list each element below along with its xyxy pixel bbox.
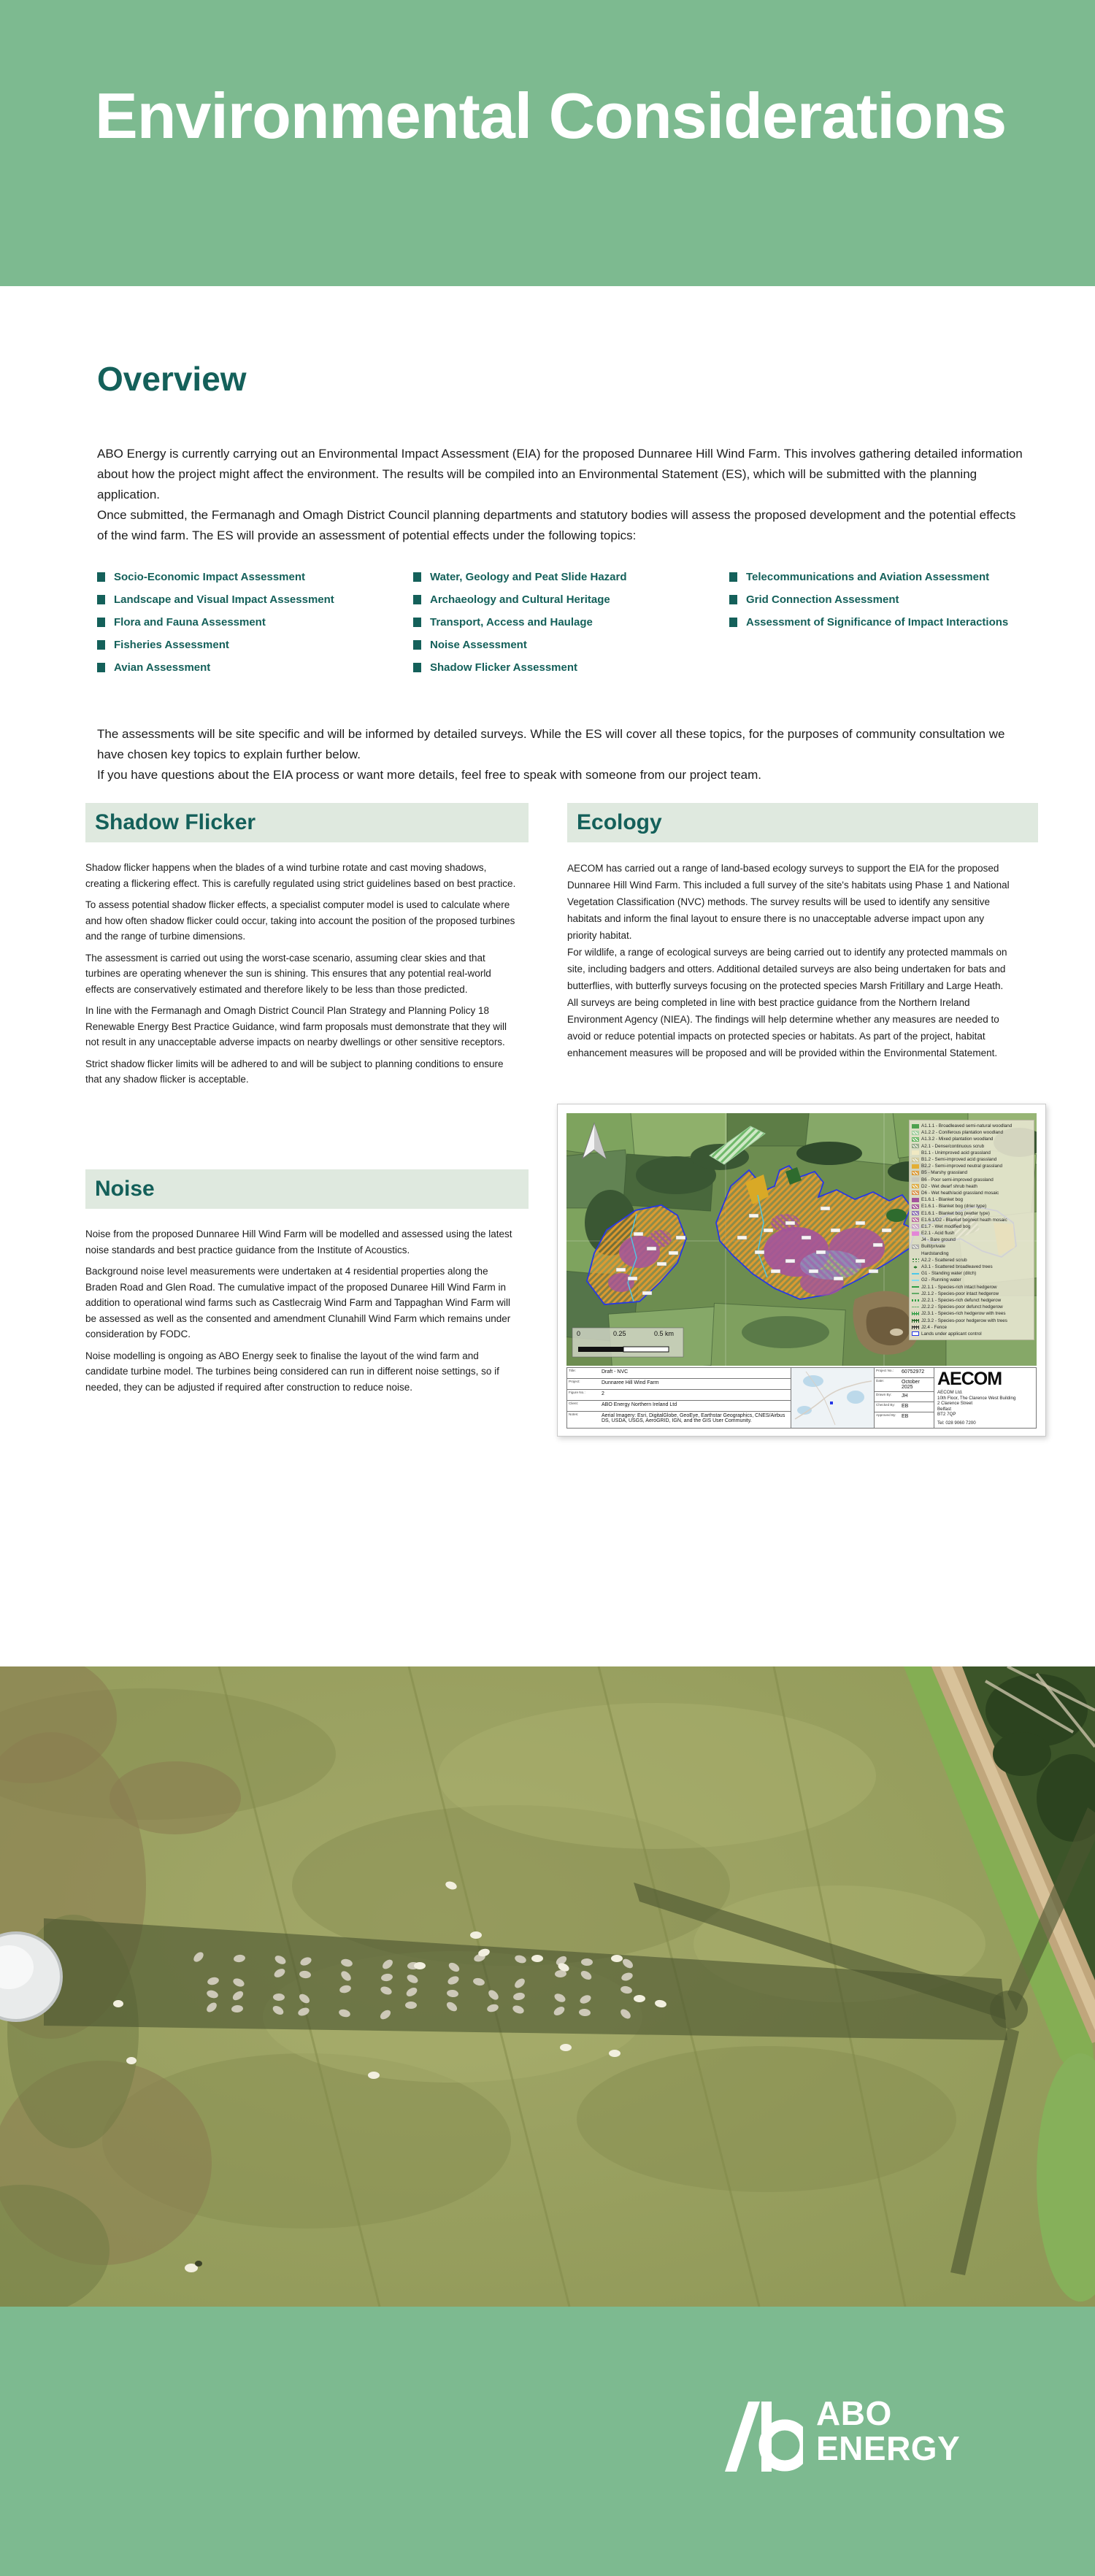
legend-label: J2.3.1 - Species-rich hedgerow with trees	[921, 1311, 1006, 1317]
noise-paragraph: Noise modelling is ongoing as ABO Energy seek to finalise the layout of the wind farm and candidate turbine model. The turbines being considered can run in different noise settings, so if needed, they can be adjusted if required after construction to reduce noise.	[85, 1350, 499, 1393]
topic-item	[729, 571, 1045, 583]
legend-row	[912, 1230, 1031, 1237]
square-bullet-icon	[413, 640, 421, 650]
topic-label: Telecommunications and Aviation Assessment	[746, 571, 990, 583]
map-info-rows	[567, 1368, 791, 1428]
topic-item	[97, 639, 413, 651]
aerial-photo-drawing	[0, 1666, 1095, 2307]
legend-row	[912, 1129, 1031, 1136]
topics-column-3	[729, 571, 1045, 684]
legend-swatch-icon	[912, 1131, 919, 1135]
legend-swatch-icon	[912, 1299, 919, 1302]
square-bullet-icon	[729, 618, 737, 627]
legend-row	[912, 1203, 1031, 1210]
legend-row	[912, 1190, 1031, 1196]
map-meta-row	[875, 1368, 934, 1378]
square-bullet-icon	[413, 663, 421, 672]
map-info-value: Dunnaree Hill Wind Farm	[602, 1380, 659, 1385]
topic-item	[97, 616, 413, 628]
shadow-flicker-body	[85, 860, 518, 1093]
square-bullet-icon	[729, 595, 737, 604]
noise-paragraph: Background noise level measurements were undertaken at 4 residential properties along the Braden Road and Glen Road. The cumulative impact of the proposed Dunaree Hill Wind Farm in addition to operational wind farms such as Castlecraig Wind Farm and Tappaghan Wind Farm will be assessed as well as the consented and amendment Clunahill Wind Farm which remains under consideration by FODC.	[85, 1266, 511, 1339]
legend-label: J2.2.1 - Species-rich defunct hedgerow	[921, 1297, 1002, 1303]
topic-label: Transport, Access and Haulage	[430, 616, 593, 628]
legend-label: Hardstanding	[921, 1250, 949, 1256]
ecology-paragraph: AECOM has carried out a range of land-based ecology surveys to support the EIA for the proposed Dunnaree Hill Wind Farm. This included a full survey of the site's habitats using Phase 1 and National Vegetation Classification (NVC) methods. The survey results will be used to identify any sensitive habitats and inform the final layout to ensure there is no unacceptable adverse impact upon any priority habitat.	[567, 863, 1010, 941]
map-info-row	[567, 1412, 791, 1428]
legend-label: A1.3.2 - Mixed plantation woodland	[921, 1137, 994, 1142]
abo-energy-mark-icon	[719, 2396, 803, 2475]
overview-para-3: The assessments will be site specific and will be informed by detailed surveys. While the ES will cover all these topics, for the purposes of community consultation we have chosen key topics to explain further below.	[97, 727, 1005, 761]
topic-item	[97, 593, 413, 606]
square-bullet-icon	[413, 595, 421, 604]
topic-item	[413, 616, 729, 628]
aecom-address-line: 2 Clarence Street	[937, 1401, 973, 1407]
shadow-flicker-paragraph: To assess potential shadow flicker effects, a specialist computer model is used to calculate where and how often shadow flicker could occur, taking into account the position of the proposed turbines and the range of turbine dimensions.	[85, 899, 515, 942]
legend-row	[912, 1277, 1031, 1283]
map-info-value: Draft - NVC	[602, 1369, 629, 1374]
legend-swatch-icon	[912, 1326, 919, 1329]
legend-swatch-icon	[912, 1124, 919, 1129]
legend-row	[912, 1163, 1031, 1169]
map-meta-value: October 2025	[902, 1380, 920, 1391]
legend-row	[912, 1270, 1031, 1277]
shadow-flicker-heading: Shadow Flicker	[95, 810, 256, 834]
legend-swatch-icon	[912, 1265, 919, 1269]
legend-row	[912, 1331, 1031, 1337]
legend-swatch-icon	[912, 1150, 919, 1155]
legend-row	[912, 1324, 1031, 1331]
aecom-address-line: AECOM Ltd.	[937, 1390, 963, 1395]
topic-label: Landscape and Visual Impact Assessment	[114, 593, 334, 606]
scale-zero: 0	[577, 1330, 581, 1337]
legend-row	[912, 1310, 1031, 1317]
legend-label: D2 - Wet dwarf shrub heath	[921, 1183, 977, 1189]
legend-swatch-icon	[912, 1171, 919, 1175]
map-info-row	[567, 1379, 791, 1390]
legend-swatch-icon	[912, 1293, 919, 1294]
legend-label: E2.1 - Acid flush	[921, 1231, 955, 1237]
map-meta-value: EB	[902, 1414, 909, 1420]
legend-row	[912, 1284, 1031, 1291]
map-info-label: Client:	[569, 1401, 579, 1405]
legend-label: J2.1.1 - Species-rich intact hedgerow	[921, 1284, 997, 1290]
topic-label: Shadow Flicker Assessment	[430, 661, 578, 674]
map-info-value: ABO Energy Northern Ireland Ltd	[602, 1402, 677, 1407]
legend-swatch-icon	[912, 1184, 919, 1188]
legend-label: A3.1 - Scattered broadleaved trees	[921, 1264, 993, 1270]
square-bullet-icon	[729, 572, 737, 582]
noise-body	[85, 1226, 518, 1401]
legend-swatch-icon	[912, 1231, 919, 1236]
legend-swatch-icon	[912, 1164, 919, 1169]
overview-para-2: Once submitted, the Fermanagh and Omagh District Council planning departments and statutory bodies will assess the proposed development and the potential effects of the wind farm. The ES will provide an assessment of potential effects under the following topics:	[97, 508, 1016, 542]
legend-row	[912, 1304, 1031, 1310]
ecology-header-bar	[567, 803, 1038, 842]
legend-label: A2.2 - Scattered scrub	[921, 1257, 967, 1263]
square-bullet-icon	[97, 640, 105, 650]
map-info-label: Title:	[569, 1369, 576, 1372]
topic-item	[413, 571, 729, 583]
legend-label: Built/private	[921, 1244, 945, 1250]
square-bullet-icon	[97, 663, 105, 672]
aerial-turbine-photo	[0, 1666, 1095, 2307]
map-legend	[909, 1120, 1034, 1340]
map-info-value: 2	[602, 1391, 604, 1396]
ecology-heading: Ecology	[577, 810, 662, 834]
map-info-row	[567, 1390, 791, 1401]
topic-item	[729, 616, 1045, 628]
legend-label: B2.2 - Semi-improved neutral grassland	[921, 1164, 1002, 1169]
legend-row	[912, 1150, 1031, 1156]
legend-swatch-icon	[912, 1218, 919, 1222]
shadow-flicker-paragraph: Shadow flicker happens when the blades of a wind turbine rotate and cast moving shadows, creating a flickering effect. This is carefully regulated using strict guidelines based on best practice.	[85, 862, 516, 889]
map-info-value: Aerial Imagery: Esri, DigitalGlobe, GeoEye, Earthstar Geographics, CNES/Airbus DS, USDA, USGS, AeroGRID, IGN, and the GIS User Community.	[602, 1412, 785, 1423]
topic-label: Socio-Economic Impact Assessment	[114, 571, 306, 583]
legend-row	[912, 1250, 1031, 1257]
overview-outro	[97, 724, 1023, 785]
map-info-label: Project:	[569, 1379, 580, 1383]
legend-label: A2.1 - Dense/continuous scrub	[921, 1143, 985, 1149]
legend-label: A1.2.2 - Coniferous plantation woodland	[921, 1130, 1004, 1136]
abo-energy-logo	[719, 2396, 960, 2475]
legend-row	[912, 1317, 1031, 1323]
topic-item	[413, 639, 729, 651]
legend-label: G1 - Standing water (ditch)	[921, 1271, 977, 1277]
legend-label: G2 - Running water	[921, 1277, 961, 1283]
square-bullet-icon	[413, 618, 421, 627]
noise-header-bar	[85, 1169, 529, 1209]
page-title: Environmental Considerations	[95, 80, 1007, 152]
map-meta-label: Drawn By:	[876, 1393, 892, 1397]
topic-label: Avian Assessment	[114, 661, 211, 674]
map-meta-label: Project No.:	[876, 1369, 894, 1372]
legend-row	[912, 1217, 1031, 1223]
square-bullet-icon	[97, 618, 105, 627]
legend-swatch-icon	[912, 1177, 919, 1182]
map-firm-block	[934, 1368, 1036, 1428]
topics-column-1	[97, 571, 413, 684]
legend-label: J2.2.2 - Species-poor defunct hedgerow	[921, 1304, 1003, 1310]
shadow-flicker-paragraph: The assessment is carried out using the worst-case scenario, assuming clear skies and that turbines are operating whenever the sun is shining. This ensures that any potential real-world effects are conservatively estimated and therefore likely to be less than those predicted.	[85, 952, 491, 995]
map-meta-label: Approved By:	[876, 1413, 896, 1418]
legend-label: Lands under applicant control	[921, 1331, 982, 1337]
aecom-address-line: 10th Floor, The Clarence West Building	[937, 1395, 1016, 1401]
legend-label: E1.6.1 - Blanket bog (drier type)	[921, 1204, 987, 1210]
legend-swatch-icon	[912, 1245, 919, 1249]
ecology-paragraph: All surveys are being completed in line with best practice guidance from the Northern Ireland Environment Agency (NIEA). The findings will help determine whether any measures are needed to avoid or reduce potential impacts on protected species or habitats. As part of the project, habitat enhancement measures will be proposed and will be provided within the Environmental Statement.	[567, 997, 999, 1058]
map-meta-row	[875, 1412, 934, 1428]
legend-row	[912, 1177, 1031, 1183]
legend-row	[912, 1123, 1031, 1129]
map-info-label: Notes:	[569, 1412, 579, 1416]
shadow-flicker-paragraph: In line with the Fermanagh and Omagh District Council Plan Strategy and Planning Policy 18 Renewable Energy Best Practice Guidance, wind farm proposals must demonstrate that they will not result in any unacceptable adverse impacts on nearby dwellings or other sensitive receptors.	[85, 1005, 507, 1047]
legend-label: D6 - Wet heath/acid grassland mosaic	[921, 1190, 999, 1196]
legend-label: B6 - Poor semi-improved grassland	[921, 1177, 994, 1183]
scale-mid: 0.25	[613, 1330, 626, 1337]
topic-label: Fisheries Assessment	[114, 639, 229, 651]
topic-item	[729, 593, 1045, 606]
legend-label: J2.1.2 - Species-poor intact hedgerow	[921, 1291, 999, 1296]
legend-row	[912, 1210, 1031, 1216]
topic-label: Archaeology and Cultural Heritage	[430, 593, 610, 606]
map-info-label: Figure No.:	[569, 1390, 585, 1394]
map-meta-value: EB	[902, 1404, 909, 1410]
legend-swatch-icon	[912, 1331, 919, 1336]
legend-label: A1.1.1 - Broadleaved semi-natural woodland	[921, 1123, 1013, 1129]
ecology-body	[567, 860, 1014, 1061]
legend-swatch-icon	[912, 1280, 919, 1281]
aecom-address-line: Belfast	[937, 1406, 951, 1412]
scale-end: 0.5 km	[654, 1330, 675, 1337]
legend-swatch-icon	[912, 1191, 919, 1195]
legend-swatch-icon	[912, 1319, 919, 1323]
legend-label: J2.3.2 - Species-poor hedgerow with trees	[921, 1318, 1007, 1323]
legend-row	[912, 1264, 1031, 1270]
map-meta-label: Date:	[876, 1379, 884, 1383]
legend-label: J2.4 - Fence	[921, 1324, 947, 1330]
legend-swatch-icon	[912, 1286, 919, 1288]
topics-column-2	[413, 571, 729, 684]
overview-para-1: ABO Energy is currently carrying out an Environmental Impact Assessment (EIA) for the proposed Dunnaree Hill Wind Farm. This involves gathering detailed information about how the project might affect the environment. The results will be compiled into an Environmental Statement (ES), which will be submitted with the planning application.	[97, 447, 1023, 501]
location-inset-map	[791, 1368, 875, 1428]
legend-swatch-icon	[912, 1211, 919, 1215]
shadow-flicker-header-bar	[85, 803, 529, 842]
legend-swatch-icon	[912, 1273, 919, 1274]
map-meta-value: 60752972	[902, 1369, 925, 1374]
legend-swatch-icon	[912, 1224, 919, 1229]
aecom-logo: AECOM	[937, 1369, 1002, 1389]
legend-row	[912, 1136, 1031, 1142]
map-meta-label: Checked By:	[876, 1403, 896, 1407]
topic-item	[413, 593, 729, 606]
legend-row	[912, 1237, 1031, 1243]
map-meta-rows	[875, 1368, 934, 1428]
topic-label: Noise Assessment	[430, 639, 527, 651]
legend-label: E1.6.1 - Blanket bog (wetter type)	[921, 1210, 990, 1216]
overview-heading: Overview	[97, 360, 247, 398]
legend-row	[912, 1156, 1031, 1163]
brand-line-2: ENERGY	[816, 2429, 961, 2467]
legend-swatch-icon	[912, 1198, 919, 1202]
legend-row	[912, 1183, 1031, 1190]
legend-swatch-icon	[912, 1144, 919, 1148]
legend-label: E1.6.1 - Blanket bog	[921, 1197, 964, 1203]
legend-row	[912, 1243, 1031, 1250]
legend-label: E1.6.1/D2 - Blanket bog/wet heath mosaic	[921, 1217, 1007, 1223]
habitat-map-figure	[557, 1104, 1046, 1437]
shadow-flicker-paragraph: Strict shadow flicker limits will be adhered to and will be subject to planning conditions to ensure that any shadow flicker is acceptable.	[85, 1058, 504, 1085]
topic-label: Water, Geology and Peat Slide Hazard	[430, 571, 627, 583]
map-meta-value: JH	[902, 1393, 908, 1399]
legend-row	[912, 1169, 1031, 1176]
map-meta-row	[875, 1392, 934, 1402]
legend-label: B1.1 - Unimproved acid grassland	[921, 1150, 991, 1156]
square-bullet-icon	[97, 572, 105, 582]
legend-label: J4 - Bare ground	[921, 1237, 956, 1243]
map-info-row	[567, 1401, 791, 1412]
topic-label: Assessment of Significance of Impact Interactions	[746, 616, 1009, 628]
aecom-address-line: BT2 7QP	[937, 1412, 956, 1418]
square-bullet-icon	[413, 572, 421, 582]
assessment-topics	[97, 571, 1053, 684]
legend-swatch-icon	[912, 1137, 919, 1142]
topic-item	[97, 661, 413, 674]
aecom-address	[937, 1390, 1033, 1418]
noise-paragraph: Noise from the proposed Dunnaree Hill Wind Farm will be modelled and assessed using the latest noise standards and best practice guidance from the Institute of Acoustics.	[85, 1229, 512, 1256]
noise-heading: Noise	[95, 1177, 155, 1201]
legend-row	[912, 1291, 1031, 1297]
square-bullet-icon	[97, 595, 105, 604]
aecom-phone: Tel: 028 9060 7200	[937, 1420, 976, 1426]
legend-label: B1.2 - Semi-improved acid grassland	[921, 1157, 997, 1163]
legend-row	[912, 1223, 1031, 1230]
legend-swatch-icon	[912, 1258, 919, 1262]
topic-item	[413, 661, 729, 674]
legend-row	[912, 1196, 1031, 1203]
topic-item	[97, 571, 413, 583]
legend-row	[912, 1257, 1031, 1264]
topic-label: Grid Connection Assessment	[746, 593, 899, 606]
map-info-row	[567, 1368, 791, 1379]
map-meta-row	[875, 1402, 934, 1412]
overview-intro	[97, 444, 1023, 546]
legend-swatch-icon	[912, 1158, 919, 1162]
legend-swatch-icon	[912, 1312, 919, 1315]
map-title-block	[566, 1367, 1037, 1429]
topic-label: Flora and Fauna Assessment	[114, 616, 266, 628]
map-meta-row	[875, 1378, 934, 1392]
legend-label: B5 - Marshy grassland	[921, 1170, 967, 1176]
ecology-paragraph: For wildlife, a range of ecological surveys are being carried out to identify any protected mammals on site, including badgers and otters. Additional detailed surveys are also being undertaken for bats and butterflies, with butterfly surveys focusing on the protected species Marsh Fritillary and Large Heath.	[567, 947, 1007, 991]
overview-para-4: If you have questions about the EIA process or want more details, feel free to speak with someone from our project team.	[97, 768, 761, 782]
legend-row	[912, 1143, 1031, 1150]
habitat-map-image	[566, 1113, 1037, 1366]
legend-row	[912, 1297, 1031, 1304]
legend-swatch-icon	[912, 1204, 919, 1209]
brand-line-1: ABO	[816, 2394, 892, 2432]
legend-label: E1.7 - Wet modified bog	[921, 1223, 971, 1229]
